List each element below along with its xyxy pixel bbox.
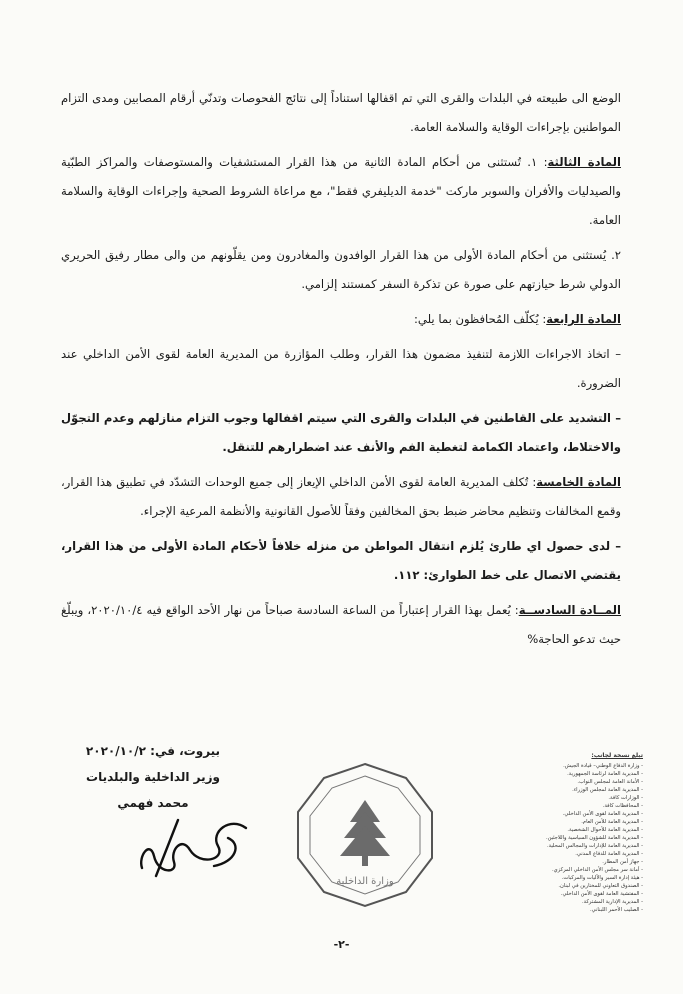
cedar-tree-icon <box>340 800 390 866</box>
distribution-item: - الأمانة العامة لمجلس النواب. <box>535 778 643 786</box>
distribution-item: - الوزارات كافة. <box>535 794 643 802</box>
distribution-item: - المديرية الإدارية المشتركة. <box>535 898 643 906</box>
distribution-item: - المديرية العامة للأحوال الشخصية. <box>535 826 643 834</box>
distribution-item: - المديرية العامة للأمن العام. <box>535 818 643 826</box>
distribution-items <box>535 762 643 914</box>
handwritten-signature <box>118 810 258 880</box>
distribution-item: - أمانة سر مجلس الأمن الداخلي المركزي. <box>535 866 643 874</box>
article-4-item-1: – اتخاذ الاجراءات اللازمة لتنفيذ مضمون هذا القرار، وطلب المؤازرة من المديرية العامة لقوى الأمن الداخلي عند الضرورة. <box>61 347 621 390</box>
article-6-label: المــادة السادســة <box>518 603 621 617</box>
article-3-clause-2: ٢. يُستثنى من أحكام المادة الأولى من هذا القرار الوافدون والمغادرون ومن يقلّونهم من والى مطار رفيق الحريري الدولي شرط حيازتهم على صورة عن تذكرة السفر كمستند إلزامي. <box>61 248 621 291</box>
date-line: بيروت، في: ٢٠٢٠/١٠/٢ <box>85 744 221 758</box>
article-3-label: المادة الثالثة <box>547 155 621 169</box>
distribution-item: - المفتشية العامة لقوى الأمن الداخلي. <box>535 890 643 898</box>
distribution-item: - الصندوق التعاوني للمختارين في لبنان. <box>535 882 643 890</box>
distribution-item: - المديرية العامة لرئاسة الجمهورية. <box>535 770 643 778</box>
article-3-clause-1: : ١. تُستثنى من أحكام المادة الثانية من هذا القرار المستشفيات والمستوصفات والمراكز الطبّية والصيدليات والأفران والسوبر ماركت "خدمة الديليفري فقط"، مع مراعاة الشروط الصحية وإجراءات الوقاية والسلامة العامة. <box>61 155 621 227</box>
article-5-text: : تُكلف المديرية العامة لقوى الأمن الداخلي الإيعاز إلى جميع الوحدات التشدّد في تطبيق هذا القرار، وقمع المخالفات وتنظيم محاضر ضبط بحق المخالفين وفقاً للأصول القانونية والأنظمة المرعية الإجراء. <box>61 475 621 518</box>
article-5-item-1: – لدى حصول اي طارئ يُلزم انتقال المواطن من منزله خلافاً لأحكام المادة الأولى من هذا القرار، يقتضي الاتصال على خط الطوارئ: ١١٢. <box>61 539 621 582</box>
article-5-label: المادة الخامسة <box>536 475 621 489</box>
article-4-label: المادة الرابعة <box>546 312 621 326</box>
ministry-seal <box>290 760 440 910</box>
article-6-text: : يُعمل بهذا القرار إعتباراً من الساعة السادسة صباحاً من نهار الأحد الواقع فيه ٢٠٢٠/١٠/٤، ويبلّغ حيث تدعو الحاجة% <box>61 603 621 646</box>
distribution-item: - المديرية العامة للإدارات والمجالس المحلية. <box>535 842 643 850</box>
article-5 <box>61 468 621 526</box>
distribution-list <box>535 752 643 914</box>
minister-name: محمد فهمي <box>117 796 189 810</box>
minister-title: وزير الداخلية والبلديات <box>86 770 220 784</box>
distribution-item: - المديرية العامة للدفاع المدني. <box>535 850 643 858</box>
distribution-item: - المحافظات كافة. <box>535 802 643 810</box>
distribution-item: - وزارة الدفاع الوطني– قيادة الجيش. <box>535 762 643 770</box>
distribution-item: - هيئة إدارة السير والآليات والمركبات. <box>535 874 643 882</box>
distribution-item: - المديرية العامة للشؤون السياسية واللاجئين. <box>535 834 643 842</box>
article-3 <box>61 148 621 235</box>
signature-block <box>63 738 243 816</box>
distribution-item: - جهاز أمن المطار. <box>535 858 643 866</box>
article-4 <box>61 305 621 334</box>
page-number: -٢- <box>333 938 350 951</box>
seal-text: وزارة الداخلية <box>336 876 394 887</box>
distribution-item: - المديرية العامة لمجلس الوزراء. <box>535 786 643 794</box>
distribution-item: - المديرية العامة لقوى الأمن الداخلي. <box>535 810 643 818</box>
paragraph-intro: الوضع الى طبيعته في البلدات والقرى التي تم اقفالها استناداً إلى نتائج الفحوصات وتدنّي أرقام المصابين ومدى التزام المواطنين بإجراءات الوقاية والسلامة العامة. <box>61 91 621 134</box>
article-4-item-2: – التشديد على القاطنين في البلدات والقرى التي سيتم اقفالها وجوب التزام منازلهم وعدم التجوّل والاختلاط، واعتماد الكمامة لتغطية الفم والأنف عند اضطرارهم للتنقل. <box>61 411 621 454</box>
distribution-heading: تبلغ نسخة لجانب: <box>591 752 643 759</box>
distribution-item: - الصليب الأحمر اللبناني. <box>535 906 643 914</box>
article-4-intro: : يُكلّف المُحافظون بما يلي: <box>414 312 547 326</box>
decision-body <box>61 84 621 660</box>
article-6 <box>61 596 621 654</box>
